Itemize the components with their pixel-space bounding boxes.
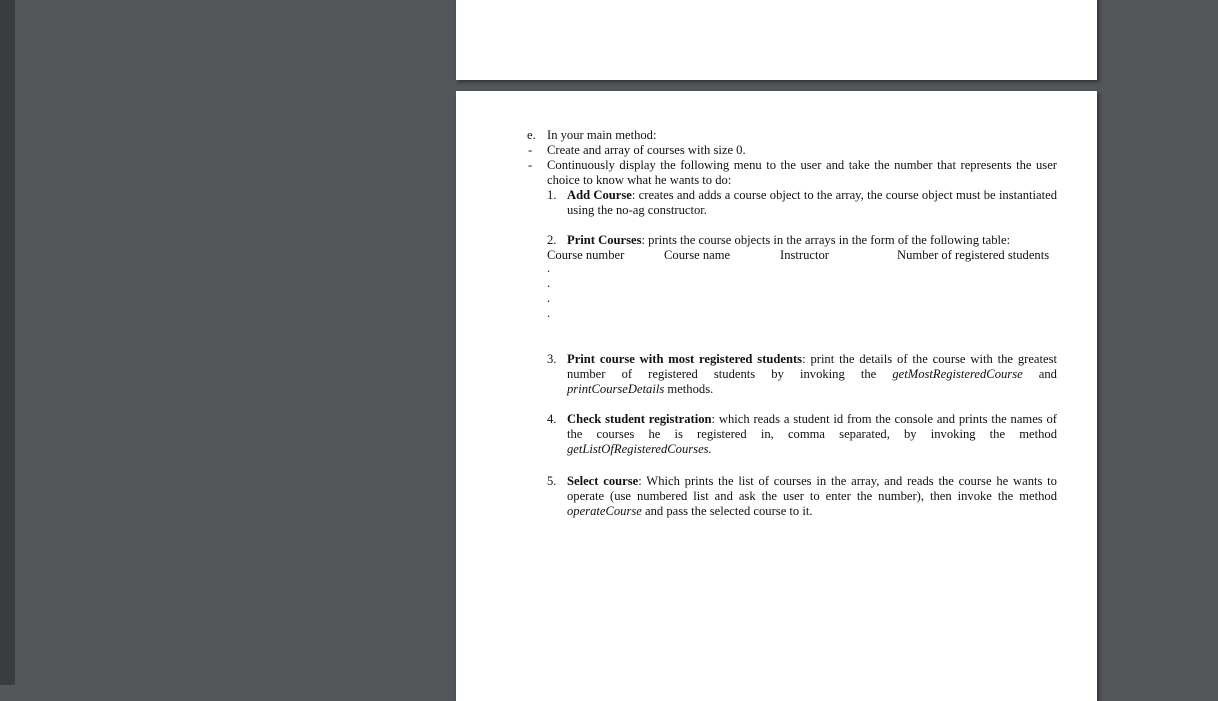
table-dot: . (547, 291, 551, 305)
bullet-menu-line2: choice to know what he wants to do: (547, 173, 732, 187)
table-header-course-number: Course number (547, 248, 625, 262)
document-page (456, 91, 1097, 701)
method-get-most-registered: getMostRegisteredCourse (892, 367, 1023, 381)
method-get-list-registered: getListOfRegisteredCourses. (567, 442, 712, 456)
most-registered-desc: : print the details of the course with the greatest (802, 352, 1058, 366)
most-registered-and: and (1022, 367, 1057, 381)
most-registered-text: number of registered students by invoking the (567, 367, 893, 381)
methods-text: methods. (664, 382, 714, 396)
operate-course-rest: and pass the selected course to it. (641, 504, 813, 518)
menu-item-1-line1 (567, 188, 1057, 203)
menu-item-3-line1 (567, 352, 1057, 367)
menu-item-4-line2: the courses he is registered in, comma separated, by invoking the method (567, 427, 1057, 441)
add-course-desc: : creates and adds a course object to the array, the course object must be instantiated (631, 188, 1057, 202)
print-courses-title: Print Courses (567, 233, 642, 247)
menu-item-2-number: 2. (547, 233, 557, 247)
menu-item-4-number: 4. (547, 412, 557, 426)
list-marker-e: e. (527, 128, 536, 142)
method-operate-course: operateCourse (567, 504, 642, 518)
menu-item-3-line3 (567, 382, 713, 397)
previous-page (456, 0, 1097, 80)
table-dot: . (547, 276, 551, 290)
print-courses-desc: : prints the course objects in the arrays in the form of the following table: (641, 233, 1011, 247)
menu-item-3-number: 3. (547, 352, 557, 366)
menu-item-5-number: 5. (547, 474, 557, 488)
check-registration-title: Check student registration (567, 412, 712, 426)
bullet-create-array: Create and array of courses with size 0. (547, 143, 746, 157)
table-dot: . (547, 261, 551, 275)
select-course-title: Select course (567, 474, 639, 488)
bullet-menu-line1: Continuously display the following menu to the user and take the number that represents the user (547, 158, 1057, 172)
menu-item-4-line1 (567, 412, 1057, 427)
table-header-course-name: Course name (664, 248, 731, 262)
menu-item-5-line3 (567, 504, 813, 519)
menu-item-5-line2: operate (use numbered list and ask the user to enter the number), then invoke the method (567, 489, 1057, 503)
sidebar-strip (0, 0, 15, 685)
menu-item-1-line2: using the no-ag constructor. (567, 203, 707, 217)
check-registration-desc: : which reads a student id from the console and prints the names of (711, 412, 1057, 426)
table-header-instructor: Instructor (780, 248, 829, 262)
menu-item-3-line2 (567, 367, 1057, 382)
add-course-title: Add Course (567, 188, 632, 202)
menu-item-1-number: 1. (547, 188, 557, 202)
bullet-marker: - (528, 143, 533, 157)
main-method-heading: In your main method: (547, 128, 657, 142)
table-header-registered: Number of registered students (897, 248, 1050, 262)
menu-item-2-line1 (567, 233, 1010, 248)
select-course-desc: : Which prints the list of courses in the array, and reads the course he wants to (638, 474, 1057, 488)
menu-item-5-line1 (567, 474, 1057, 489)
bullet-marker: - (528, 158, 533, 172)
method-print-course-details: printCourseDetails (567, 382, 665, 396)
table-dot: . (547, 306, 551, 320)
most-registered-title: Print course with most registered students (567, 352, 803, 366)
